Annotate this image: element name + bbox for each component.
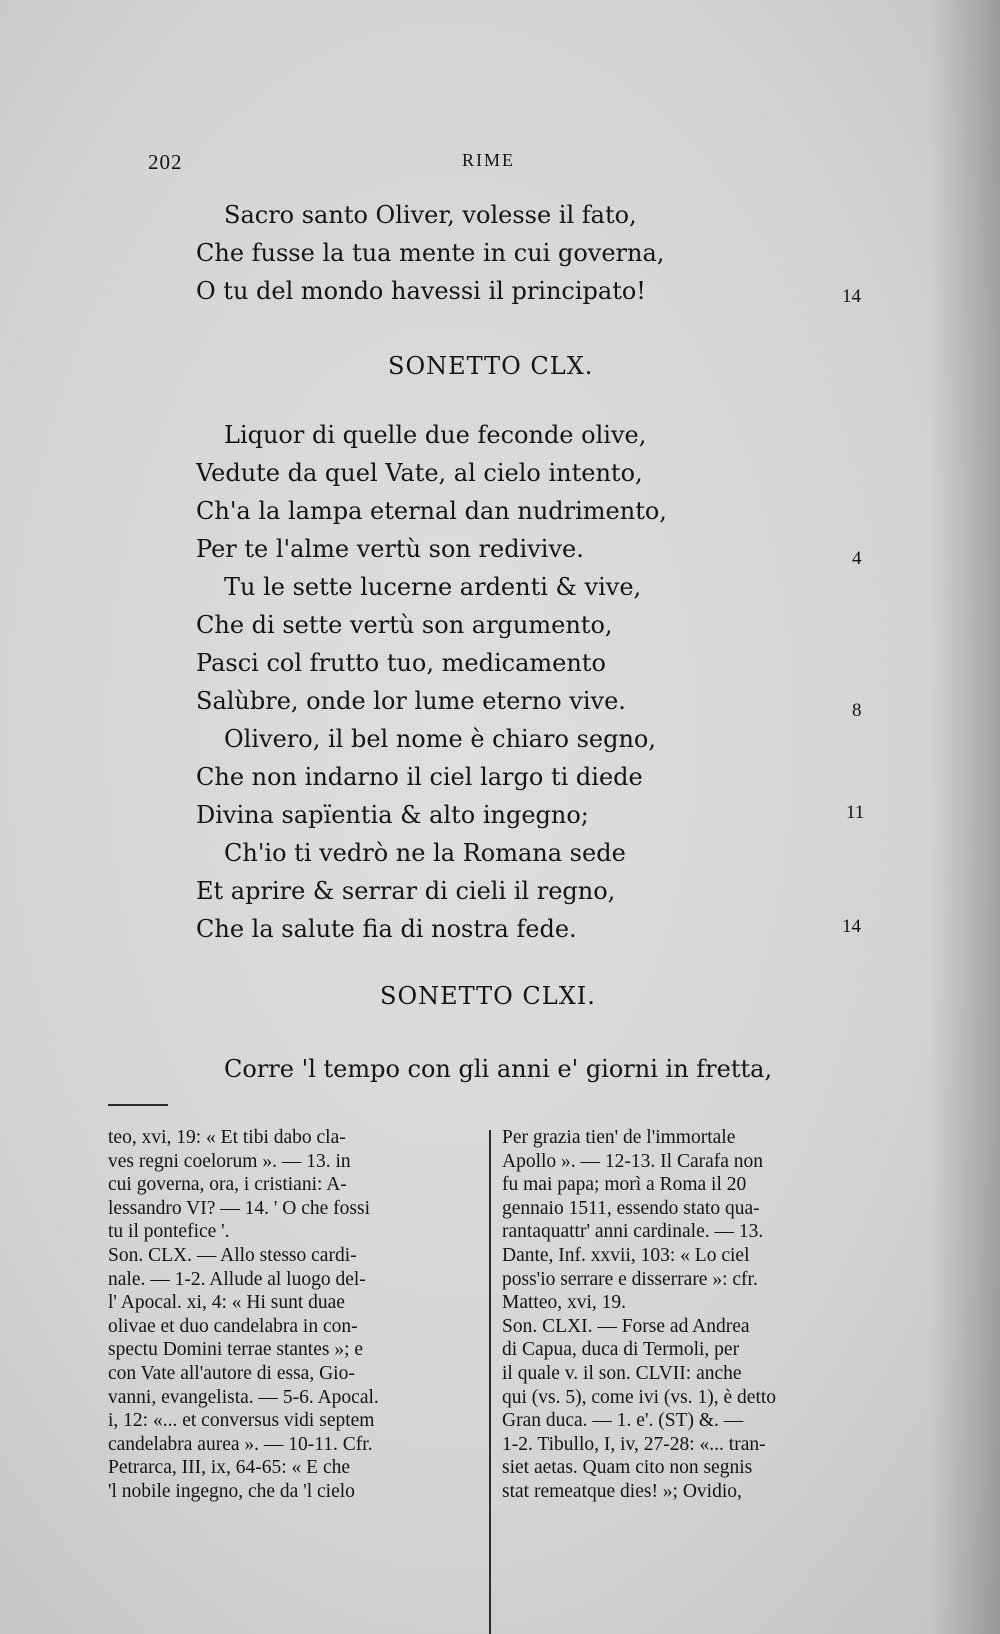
- verse-line: Ch'a la lampa eternal dan nudrimento,: [196, 497, 667, 525]
- note-line: il quale v. il son. CLVII: anche: [502, 1362, 742, 1384]
- line-number: 4: [852, 548, 862, 569]
- verse-line: Che fusse la tua mente in cui governa,: [196, 239, 665, 267]
- running-title: RIME: [462, 150, 515, 170]
- note-line: Gran duca. — 1. e'. (ST) &. —: [502, 1410, 744, 1432]
- verse-line: Sacro santo Oliver, volesse il fato,: [224, 201, 637, 229]
- notes-left-column: [108, 1126, 478, 1504]
- note-line: tu il pontefice '.: [108, 1221, 230, 1243]
- note-line: teo, xvi, 19: « Et tibi dabo cla-: [108, 1127, 346, 1148]
- note-line: ves regni coelorum ». — 13. in: [108, 1150, 351, 1172]
- verse-line: Che non indarno il ciel largo ti diede: [196, 763, 643, 791]
- note-line: cui governa, ora, i cristiani: A-: [108, 1174, 347, 1196]
- line-number: 14: [842, 286, 861, 307]
- note-line: olivae et duo candelabra in con-: [108, 1315, 358, 1337]
- note-line: stat remeatque dies! »; Ovidio,: [502, 1480, 742, 1502]
- verse-line: Salùbre, onde lor lume eterno vive.: [196, 687, 626, 715]
- verse-line: Che di sette vertù son argumento,: [196, 611, 613, 639]
- note-line: gennaio 1511, essendo stato qua-: [502, 1197, 760, 1219]
- note-line: Petrarca, III, ix, 64-65: « E che: [108, 1457, 351, 1479]
- note-line: Apollo ». — 12-13. Il Carafa non: [502, 1150, 764, 1172]
- verse-line: Ch'io ti vedrò ne la Romana sede: [224, 839, 626, 867]
- line-number: 11: [846, 802, 865, 823]
- footnote-rule: [108, 1104, 168, 1106]
- sonnet-title: SONETTO CLX.: [388, 352, 594, 380]
- verse-line: O tu del mondo havessi il principato!: [196, 277, 646, 305]
- verse-line: Per te l'alme vertù son redivive.: [196, 535, 584, 563]
- column-divider: [489, 1130, 491, 1634]
- note-line: 'l nobile ingegno, che da 'l cielo: [108, 1480, 355, 1502]
- verse-line: Olivero, il bel nome è chiaro segno,: [224, 725, 656, 753]
- note-line: nale. — 1-2. Allude al luogo del-: [108, 1268, 366, 1290]
- page-edge-shadow: [930, 0, 1000, 1634]
- verse-line: Pasci col frutto tuo, medicamento: [196, 649, 606, 677]
- note-line: di Capua, duca di Termoli, per: [502, 1339, 740, 1361]
- note-line: rantaquattr' anni cardinale. — 13.: [502, 1221, 764, 1243]
- verse-line: Che la salute fia di nostra fede.: [196, 915, 577, 943]
- verse-line: Vedute da quel Vate, al cielo intento,: [196, 459, 643, 487]
- note-line: lessandro VI? — 14. ' O che fossi: [108, 1197, 371, 1219]
- note-line: spectu Domini terrae stantes »; e: [108, 1339, 364, 1361]
- line-number: 14: [842, 916, 861, 937]
- note-line: i, 12: «... et conversus vidi septem: [108, 1410, 375, 1432]
- note-line: Son. CLXI. — Forse ad Andrea: [502, 1315, 750, 1337]
- page-number: 202: [148, 150, 183, 174]
- verse-line: Liquor di quelle due feconde olive,: [224, 421, 647, 449]
- verse-line: Tu le sette lucerne ardenti & vive,: [224, 573, 642, 601]
- note-line: siet aetas. Quam cito non segnis: [502, 1457, 753, 1479]
- notes-right-column: [502, 1126, 870, 1504]
- note-line: Per grazia tien' de l'immortale: [502, 1127, 736, 1148]
- note-line: l' Apocal. xi, 4: « Hi sunt duae: [108, 1292, 345, 1314]
- note-line: candelabra aurea ». — 10-11. Cfr.: [108, 1433, 373, 1455]
- note-line: fu mai papa; morì a Roma il 20: [502, 1174, 747, 1196]
- note-line: Matteo, xvi, 19.: [502, 1292, 627, 1314]
- verse-line: Corre 'l tempo con gli anni e' giorni in fretta,: [224, 1055, 773, 1083]
- page-header: [0, 150, 1000, 180]
- verse-line: Divina sapïentia & alto ingegno;: [196, 801, 589, 829]
- note-line: vanni, evangelista. — 5-6. Apocal.: [108, 1386, 379, 1408]
- note-line: con Vate all'autore di essa, Gio-: [108, 1362, 355, 1384]
- verse-line: Et aprire & serrar di cieli il regno,: [196, 877, 616, 905]
- note-line: poss'io serrare e disserrare »: cfr.: [502, 1268, 758, 1290]
- note-line: Son. CLX. — Allo stesso cardi-: [108, 1244, 357, 1266]
- line-number: 8: [852, 700, 862, 721]
- sonnet-title: SONETTO CLXI.: [380, 982, 596, 1010]
- note-line: Dante, Inf. xxvii, 103: « Lo ciel: [502, 1244, 750, 1266]
- note-line: qui (vs. 5), come ivi (vs. 1), è detto: [502, 1386, 777, 1408]
- note-line: 1-2. Tibullo, I, iv, 27-28: «... tran-: [502, 1433, 766, 1455]
